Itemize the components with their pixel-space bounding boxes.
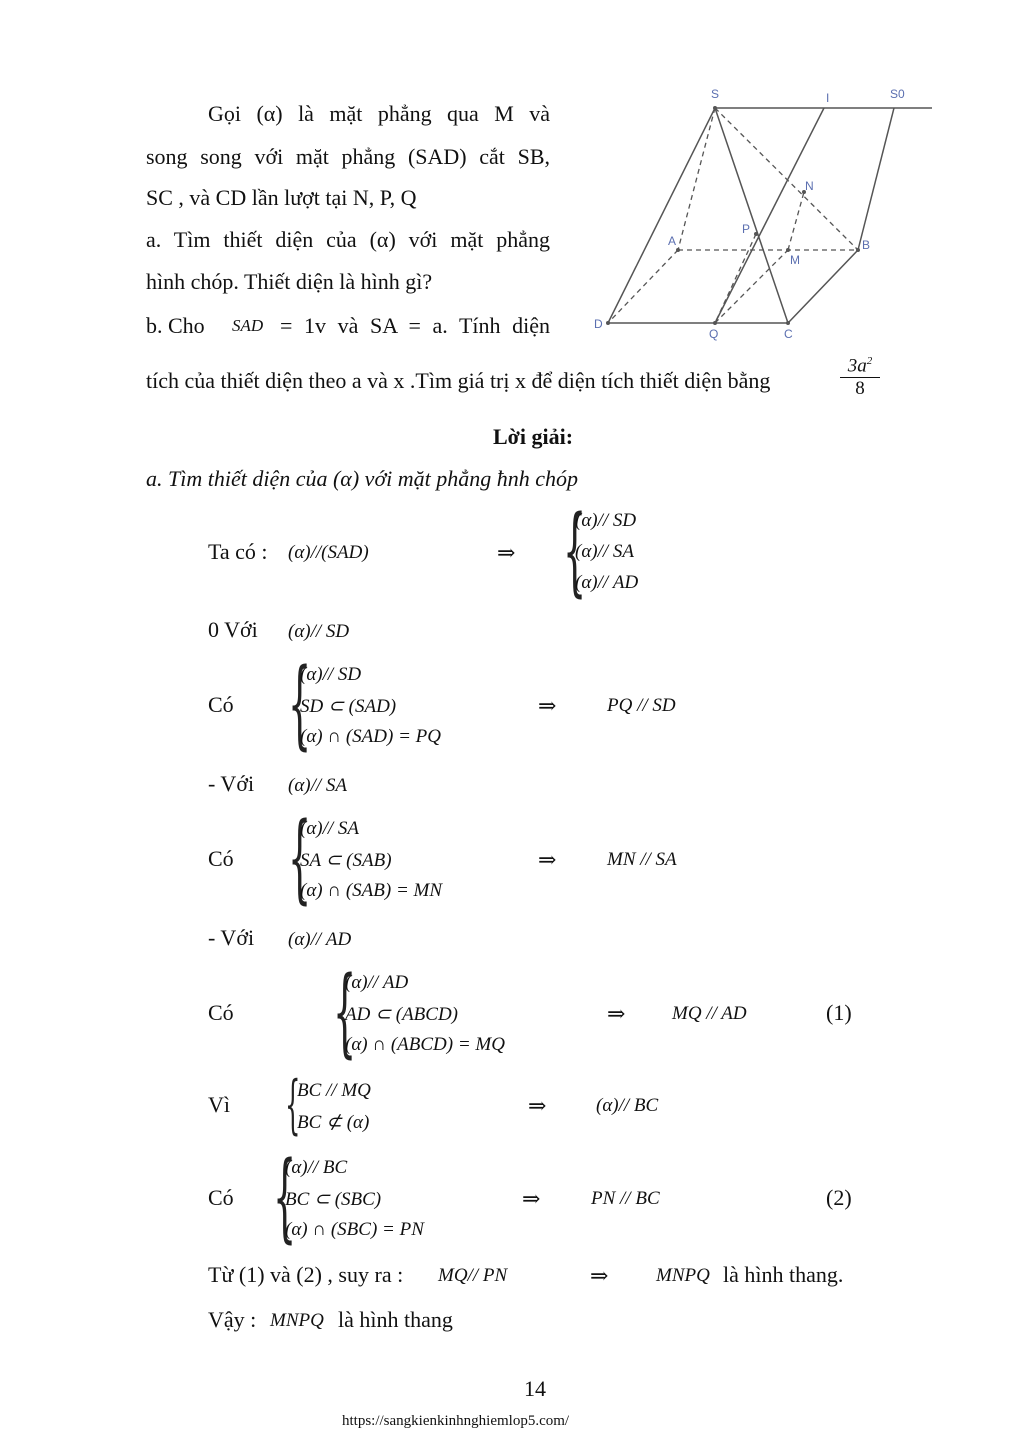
conclusion-res-math: MNPQ — [656, 1265, 710, 1286]
sys5-brace: { — [273, 1141, 297, 1253]
sys4-brace: { — [285, 1068, 301, 1142]
sys1-brace: { — [288, 648, 312, 760]
pyramid-figure — [588, 82, 938, 344]
edge-sd — [608, 108, 715, 323]
sys2-line-2: SA ⊂ (SAB) — [300, 850, 392, 871]
sys2-line-1: (α)// SA — [300, 818, 360, 839]
edge-pq — [715, 234, 756, 323]
implies-5: ⇒ — [522, 1186, 541, 1211]
point-m — [786, 248, 790, 252]
sys1-line-2: SD ⊂ (SAD) — [300, 696, 397, 717]
co-label-3: Có — [208, 1000, 234, 1025]
edge-sc — [715, 108, 788, 323]
label-d: D — [594, 317, 603, 331]
edge-iq — [715, 108, 824, 323]
label-s0: S0 — [890, 87, 905, 101]
res4: (α)// BC — [596, 1095, 659, 1116]
taco-implies: ⇒ — [497, 540, 516, 565]
sys1-line-1: (α)// SD — [300, 664, 362, 685]
frac-numerator: 3a — [847, 355, 867, 377]
edge-qm — [715, 250, 788, 323]
tag-1: (1) — [826, 1000, 852, 1025]
res3: MQ // AD — [672, 1003, 747, 1024]
edge-sa — [678, 108, 715, 250]
sys4-line-2: BC ⊄ (α) — [297, 1112, 370, 1133]
label-s: S — [711, 87, 720, 101]
label-q: Q — [709, 327, 719, 341]
label-n: N — [805, 179, 814, 193]
problem-b-prefix: b. Cho — [146, 313, 205, 338]
vi-label: Vì — [208, 1092, 230, 1117]
final-text: là hình thang — [338, 1307, 453, 1332]
area-fraction — [840, 355, 880, 400]
sys1-line-3: (α) ∩ (SAD) = PQ — [300, 726, 441, 747]
step3-cond: (α)// AD — [288, 929, 352, 950]
point-p — [754, 232, 758, 236]
sys3-line-3: (α) ∩ (ABCD) = MQ — [345, 1034, 505, 1055]
frac-denominator: 8 — [855, 378, 865, 400]
sys4-line-1: BC // MQ — [297, 1080, 371, 1101]
final-math: MNPQ — [270, 1310, 324, 1331]
step2-cond: (α)// SA — [288, 775, 348, 796]
point-d — [606, 321, 610, 325]
problem-line-5: hình chóp. Thiết diện là hình gì? — [146, 269, 433, 294]
label-c: C — [784, 327, 793, 341]
taco-cond: (α)//(SAD) — [288, 542, 369, 563]
final-prefix: Vậy : — [208, 1307, 257, 1332]
part-a-heading: a. Tìm thiết diện của (α) với mặt phẳng ħnh chóp — [146, 466, 579, 491]
step2-label: - Với — [208, 771, 255, 796]
problem-b-angle: SAD — [232, 316, 264, 335]
frac-exponent: 2 — [866, 355, 873, 367]
problem-line-3: SC , và CD lần lượt tại N, P, Q — [146, 185, 417, 210]
res5: PN // BC — [591, 1188, 660, 1209]
sys2-brace: { — [288, 802, 312, 914]
taco-sys-2: (α)// SA — [575, 541, 635, 562]
problem-line-1-just: Gọi (α) là mặt phẳng qua M và — [208, 101, 550, 126]
sys2-line-3: (α) ∩ (SAB) = MN — [300, 880, 443, 901]
sys5-line-2: BC ⊂ (SBC) — [285, 1189, 382, 1210]
implies-6: ⇒ — [590, 1263, 609, 1288]
conclusion-res-text: là hình thang. — [723, 1262, 844, 1287]
taco-sys-3: (α)// AD — [575, 572, 639, 593]
res2: MN // SA — [607, 849, 677, 870]
point-c — [786, 321, 790, 325]
solution-title: Lời giải: — [493, 424, 574, 449]
implies-4: ⇒ — [528, 1093, 547, 1118]
co-label-2: Có — [208, 846, 234, 871]
edge-mn — [788, 192, 804, 250]
implies-1: ⇒ — [538, 693, 557, 718]
taco-sys-1: (α)// SD — [575, 510, 637, 531]
problem-b-rest: = 1v và SA = a. Tính diện — [280, 313, 550, 338]
problem-b-line2: tích của thiết diện theo a và x .Tìm giá trị x để diện tích thiết diện bằng — [146, 368, 771, 393]
footer-url[interactable]: https://sangkienkinhnghiemlop5.com/ — [342, 1413, 570, 1429]
implies-3: ⇒ — [607, 1001, 626, 1026]
taco-brace: { — [563, 495, 587, 607]
label-p: P — [742, 222, 751, 236]
co-label-1: Có — [208, 692, 234, 717]
step1-cond: (α)// SD — [288, 621, 350, 642]
res1: PQ // SD — [607, 695, 676, 716]
page-number: 14 — [524, 1376, 546, 1401]
point-b — [856, 248, 860, 252]
point-s — [713, 106, 717, 110]
sys5-line-1: (α)// BC — [285, 1157, 348, 1178]
conclusion-prefix: Từ (1) và (2) , suy ra : — [208, 1262, 404, 1287]
sys3-brace: { — [333, 956, 357, 1068]
step1-label: 0 Với — [208, 617, 258, 642]
label-i: I — [826, 91, 830, 105]
sys5-line-3: (α) ∩ (SBC) = PN — [285, 1219, 424, 1240]
step3-label: - Với — [208, 925, 255, 950]
co-label-4: Có — [208, 1185, 234, 1210]
sys3-line-1: (α)// AD — [345, 972, 409, 993]
problem-line-4: a. Tìm thiết diện của (α) với mặt phẳng — [146, 227, 550, 252]
label-a: A — [668, 234, 677, 248]
edge-sb — [715, 108, 858, 250]
point-a — [676, 248, 680, 252]
problem-line-2: song song với mặt phẳng (SAD) cắt SB, — [146, 144, 550, 169]
conclusion-math: MQ// PN — [438, 1265, 508, 1286]
edge-ad — [608, 250, 678, 323]
label-m: M — [790, 253, 800, 267]
tag-2: (2) — [826, 1185, 852, 1210]
taco-label: Ta có : — [208, 539, 268, 564]
edge-s0-b — [858, 108, 894, 250]
label-b: B — [862, 238, 871, 252]
point-q — [713, 321, 717, 325]
implies-2: ⇒ — [538, 847, 557, 872]
sys3-line-2: AD ⊂ (ABCD) — [345, 1004, 459, 1025]
